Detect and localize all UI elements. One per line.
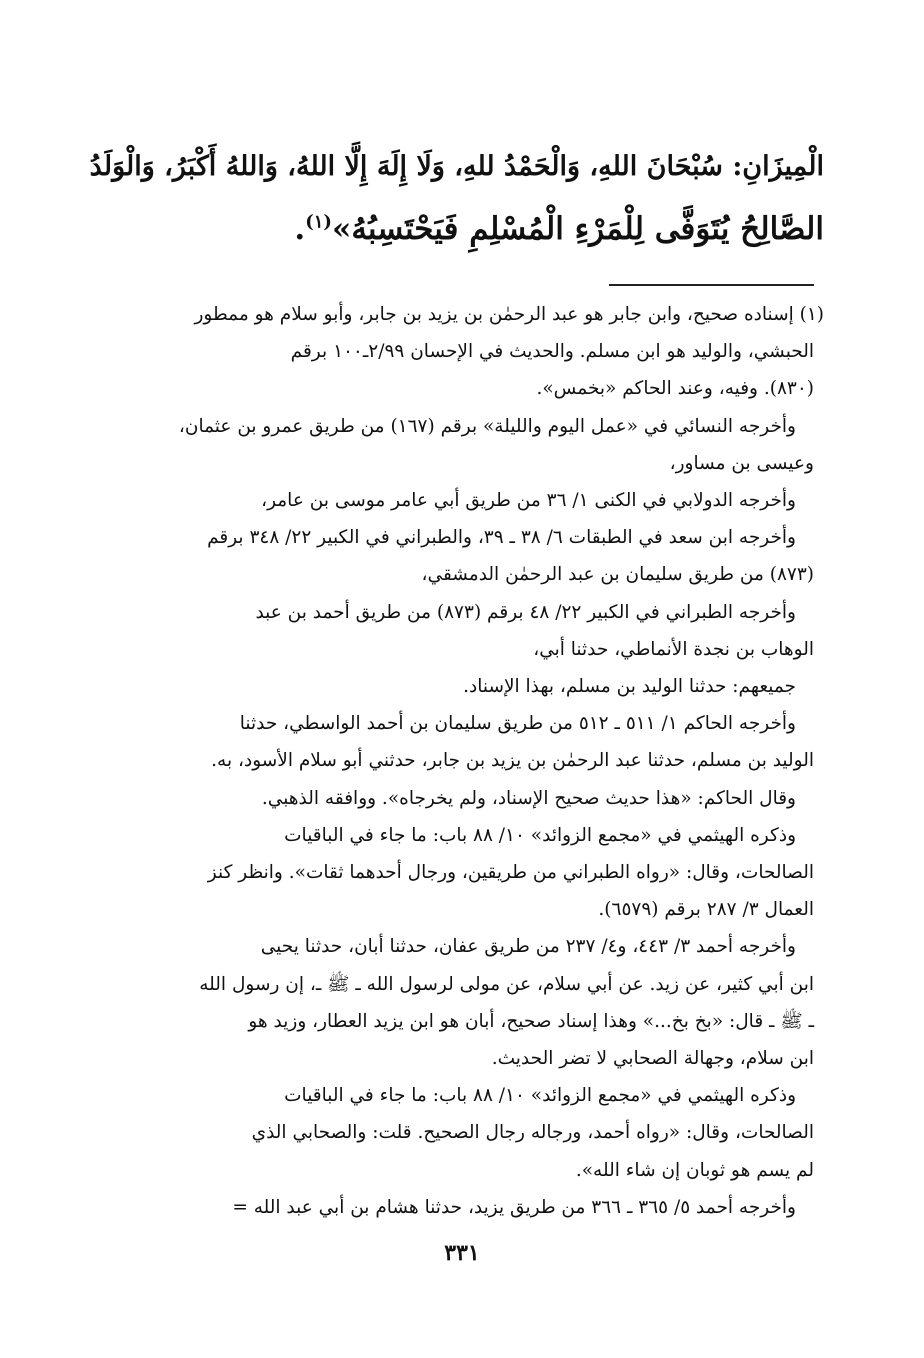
footnote-line: وذكره الهيثمي في «مجمع الزوائد» ١٠/ ٨٨ باب: ما جاء في الباقيات bbox=[284, 1085, 796, 1107]
footnote-line: ابن أبي كثير، عن زيد. عن أبي سلام، عن مولى لرسول الله ـ ﷺ ـ، إن رسول الله bbox=[199, 973, 814, 995]
footnote-line: ـ ﷺ ـ قال: «بخ بخ...» وهذا إسناد صحيح، أبان هو ابن يزيد العطار، وزيد هو bbox=[248, 1010, 814, 1032]
footnote-line: وقال الحاكم: «هذا حديث صحيح الإسناد، ولم يخرجاه». ووافقه الذهبي. bbox=[261, 787, 796, 809]
main-text-line-2 bbox=[90, 198, 824, 261]
footnote-line: وأخرجه الطبراني في الكبير ٢٢/ ٤٨ برقم (٨٧٣) من طريق أحمد بن عبد bbox=[255, 601, 796, 623]
footnote-line: (١) إسناده صحيح، وابن جابر هو عبد الرحمٰن بن يزيد بن جابر، وأبو سلام هو ممطور bbox=[194, 304, 824, 325]
footnote-line: وأخرجه الدولابي في الكنى ١/ ٣٦ من طريق أبي عامر موسى بن عامر، bbox=[261, 490, 796, 512]
footnote-line: (٨٣٠). وفيه، وعند الحاكم «بخمس». bbox=[536, 378, 814, 400]
footnote-line: الحبشي، والوليد هو ابن مسلم. والحديث في الإحسان ٢/٩٩ـ١٠٠ برقم bbox=[290, 341, 814, 363]
footnote-line: وذكره الهيثمي في «مجمع الزوائد» ١٠/ ٨٨ باب: ما جاء في الباقيات bbox=[284, 824, 796, 846]
main-text-end-mark: . bbox=[294, 211, 306, 247]
footnote-line: وأخرجه الحاكم ١/ ٥١١ ـ ٥١٢ من طريق سليمان بن أحمد الواسطي، حدثنا bbox=[239, 713, 796, 735]
footnote-line: الوليد بن مسلم، حدثنا عبد الرحمٰن بن يزيد بن جابر، حدثني أبو سلام الأسود، به. bbox=[211, 750, 814, 772]
footnote-line: ابن سلام، وجهالة الصحابي لا تضر الحديث. bbox=[491, 1048, 814, 1070]
footnotes-section bbox=[90, 296, 824, 1226]
footnote-line: جميعهم: حدثنا الوليد بن مسلم، بهذا الإسناد. bbox=[463, 676, 796, 698]
main-text bbox=[90, 135, 824, 261]
main-text-line-2-content: الصَّالِحُ يُتَوَفَّى لِلْمَرْءِ الْمُسْلِمِ فَيَحْتَسِبُهُ» bbox=[331, 211, 824, 247]
footnote-line: لم يسم هو ثوبان إن شاء الله». bbox=[575, 1159, 814, 1181]
main-text-line-1: الْمِيزَانِ: سُبْحَانَ اللهِ، وَالْحَمْدُ للهِ، وَلَا إِلَهَ إِلَّا اللهُ، وَاللهُ أَكْبَرُ، وَالْوَلَدُ bbox=[90, 151, 824, 182]
footnote-line: (٨٧٣) من طريق سليمان بن عبد الرحمٰن الدمشقي، bbox=[421, 564, 814, 586]
footnote-line: وعيسى بن مساور، bbox=[669, 452, 814, 474]
footnote-reference-marker: (١) bbox=[305, 211, 332, 233]
footnote-line: وأخرجه أحمد ٣/ ٤٤٣، و٤/ ٢٣٧ من طريق عفان، حدثنا أبان، حدثنا يحيى bbox=[260, 936, 796, 958]
footnote-line: وأخرجه أحمد ٥/ ٣٦٥ ـ ٣٦٦ من طريق يزيد، حدثنا هشام بن أبي عبد الله = bbox=[232, 1196, 796, 1218]
footnote-line: الوهاب بن نجدة الأنماطي، حدثنا أبي، bbox=[533, 638, 814, 660]
page-number: ٣٣١ bbox=[444, 1240, 480, 1266]
footnote-line: وأخرجه ابن سعد في الطبقات ٦/ ٣٨ ـ ٣٩، والطبراني في الكبير ٢٢/ ٣٤٨ برقم bbox=[207, 527, 796, 549]
footnote-line: وأخرجه النسائي في «عمل اليوم والليلة» برقم (١٦٧) من طريق عمرو بن عثمان، bbox=[178, 415, 796, 437]
footnote-line: العمال ٣/ ٢٨٧ برقم (٦٥٧٩). bbox=[598, 899, 814, 921]
footnote-line: الصالحات، وقال: «رواه الطبراني من طريقين، ورجال أحدهما ثقات». وانظر كنز bbox=[207, 862, 814, 884]
footnote-line: الصالحات، وقال: «رواه أحمد، ورجاله رجال الصحيح. قلت: والصحابي الذي bbox=[251, 1122, 814, 1144]
footnote-separator-rule bbox=[609, 284, 814, 286]
